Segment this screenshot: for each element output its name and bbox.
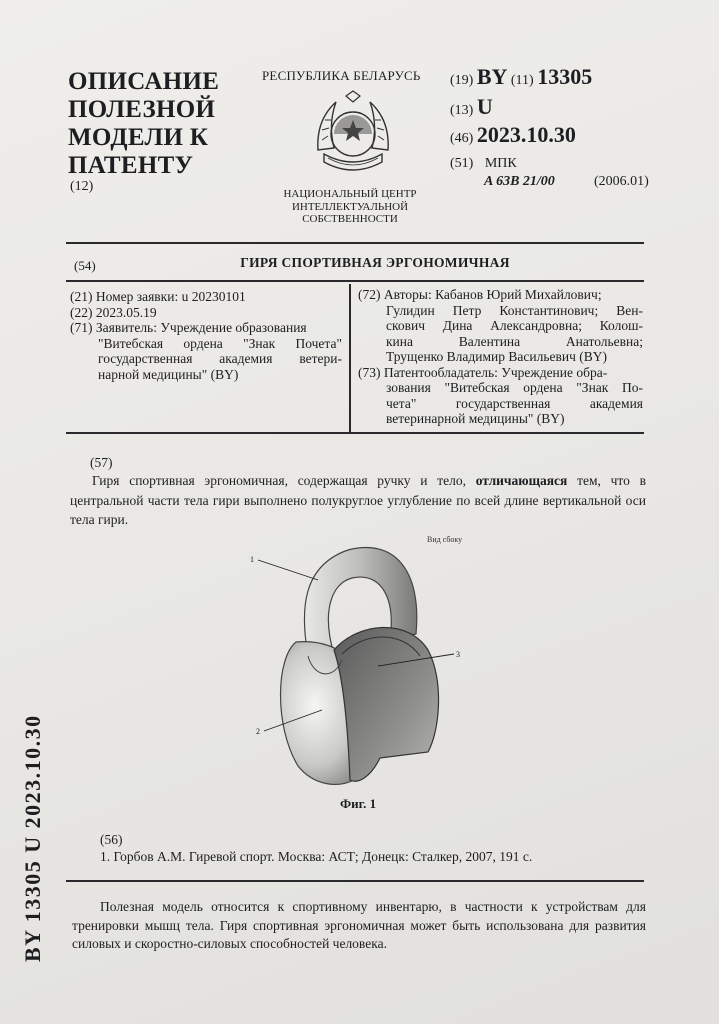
kettlebell-figure	[230, 530, 500, 810]
code-51: (51)	[450, 156, 474, 171]
mpk-classification	[450, 174, 660, 190]
document-title: ОПИСАНИЕ ПОЛЕЗНОЙ МОДЕЛИ К ПАТЕНТУ	[68, 68, 220, 179]
country-code: BY	[476, 64, 508, 89]
divider-bibliographic	[66, 432, 644, 434]
owner-line-4: ветеринарной медицины" (BY)	[386, 411, 565, 426]
patent-office-name: НАЦИОНАЛЬНЫЙ ЦЕНТР ИНТЕЛЛЕКТУАЛЬНОЙ СОБСТВЕННОСТИ	[283, 188, 417, 225]
abstract-keyword: отличающаяся	[475, 473, 568, 488]
code-46: (46)	[450, 131, 474, 146]
pub-date	[450, 122, 576, 148]
authors-line-1: (72) Авторы: Кабанов Юрий Михайлович;	[358, 287, 602, 302]
application-number: (21) Номер заявки: u 20230101	[70, 289, 246, 304]
pub-country-number	[450, 64, 592, 90]
patent-number: 13305	[537, 64, 593, 89]
kettlebell-groove	[334, 627, 439, 781]
publication-date: 2023.10.30	[476, 122, 576, 147]
leader-line-1	[258, 560, 318, 580]
column-divider	[349, 284, 351, 432]
authors-line-4: кина Валентина Анатольевна;	[386, 333, 643, 349]
reference-1: 1. Горбов А.М. Гиревой спорт. Москва: АСТ; Донецк: Сталкер, 2007, 191 с.	[100, 849, 533, 864]
authors-line-2: Гулидин Петр Константинович; Вен-	[386, 302, 643, 318]
mpk-code: A 63B 21/00	[484, 174, 555, 189]
republic-name: РЕСПУБЛИКА БЕЛАРУСЬ	[262, 68, 421, 83]
abstract-text	[70, 471, 646, 530]
divider-title	[66, 280, 644, 282]
abstract-part-1: Гиря спортивная эргономичная, содержащая ручку и тело,	[92, 473, 476, 488]
side-patent-code: BY 13305 U 2023.10.30	[20, 714, 45, 962]
figure-label-3: 3	[456, 650, 460, 659]
applicant-line-1: (71) Заявитель: Учреждение образования	[70, 320, 307, 335]
divider-top	[66, 242, 644, 244]
bibliographic-left	[70, 289, 342, 382]
bibliographic-right	[358, 287, 643, 427]
code-57: (57)	[90, 455, 113, 470]
code-19: (19)	[450, 73, 474, 88]
mpk-year: (2006.01)	[594, 174, 649, 189]
description-text: Полезная модель относится к спортивному инвентарю, в частности к устройствам для тренировки мышц тела. Гиря спортивная эргономичная может быть использована для развития силовых и скоростно-силовых способностей человека.	[72, 899, 646, 951]
mpk-label: МПК	[484, 156, 517, 171]
owner-line-2: зования "Витебская ордена "Знак По-	[386, 380, 643, 395]
code-12: (12)	[70, 179, 94, 194]
pub-mpk	[450, 156, 517, 172]
figure-caption: Фиг. 1	[340, 796, 377, 811]
code-13: (13)	[450, 103, 474, 118]
authors-line-5: Трущенко Владимир Васильевич (BY)	[386, 349, 607, 364]
code-11: (11)	[510, 73, 534, 88]
applicant-line-3: государственная академия ветери-	[98, 351, 342, 366]
owner-line-1: (73) Патентообладатель: Учреждение обра-	[358, 364, 608, 380]
belarus-coat-of-arms-icon	[306, 90, 400, 182]
figure-label-1: 1	[250, 555, 254, 564]
code-56: (56)	[100, 832, 123, 847]
code-54: (54)	[74, 258, 96, 273]
filing-date: (22) 2023.05.19	[70, 304, 157, 320]
figure-label-2: 2	[256, 727, 260, 736]
pub-kind	[450, 94, 493, 120]
kind-code: U	[476, 94, 493, 119]
applicant-line-4: нарной медицины" (BY)	[98, 366, 239, 382]
applicant-line-2: "Витебская ордена "Знак Почета"	[98, 335, 342, 351]
utility-model-title: ГИРЯ СПОРТИВНАЯ ЭРГОНОМИЧНАЯ	[240, 255, 510, 270]
authors-line-3: скович Дина Александровна; Колош-	[386, 318, 643, 333]
view-label: Вид сбоку	[427, 535, 463, 544]
owner-line-3: чета" государственная академия	[386, 395, 643, 411]
abstract-part-2: тем, что в центральной части тела гири выполнено полукруглое углубление по всей длине вертикальной оси тела гири.	[70, 473, 646, 527]
divider-description	[66, 880, 644, 882]
